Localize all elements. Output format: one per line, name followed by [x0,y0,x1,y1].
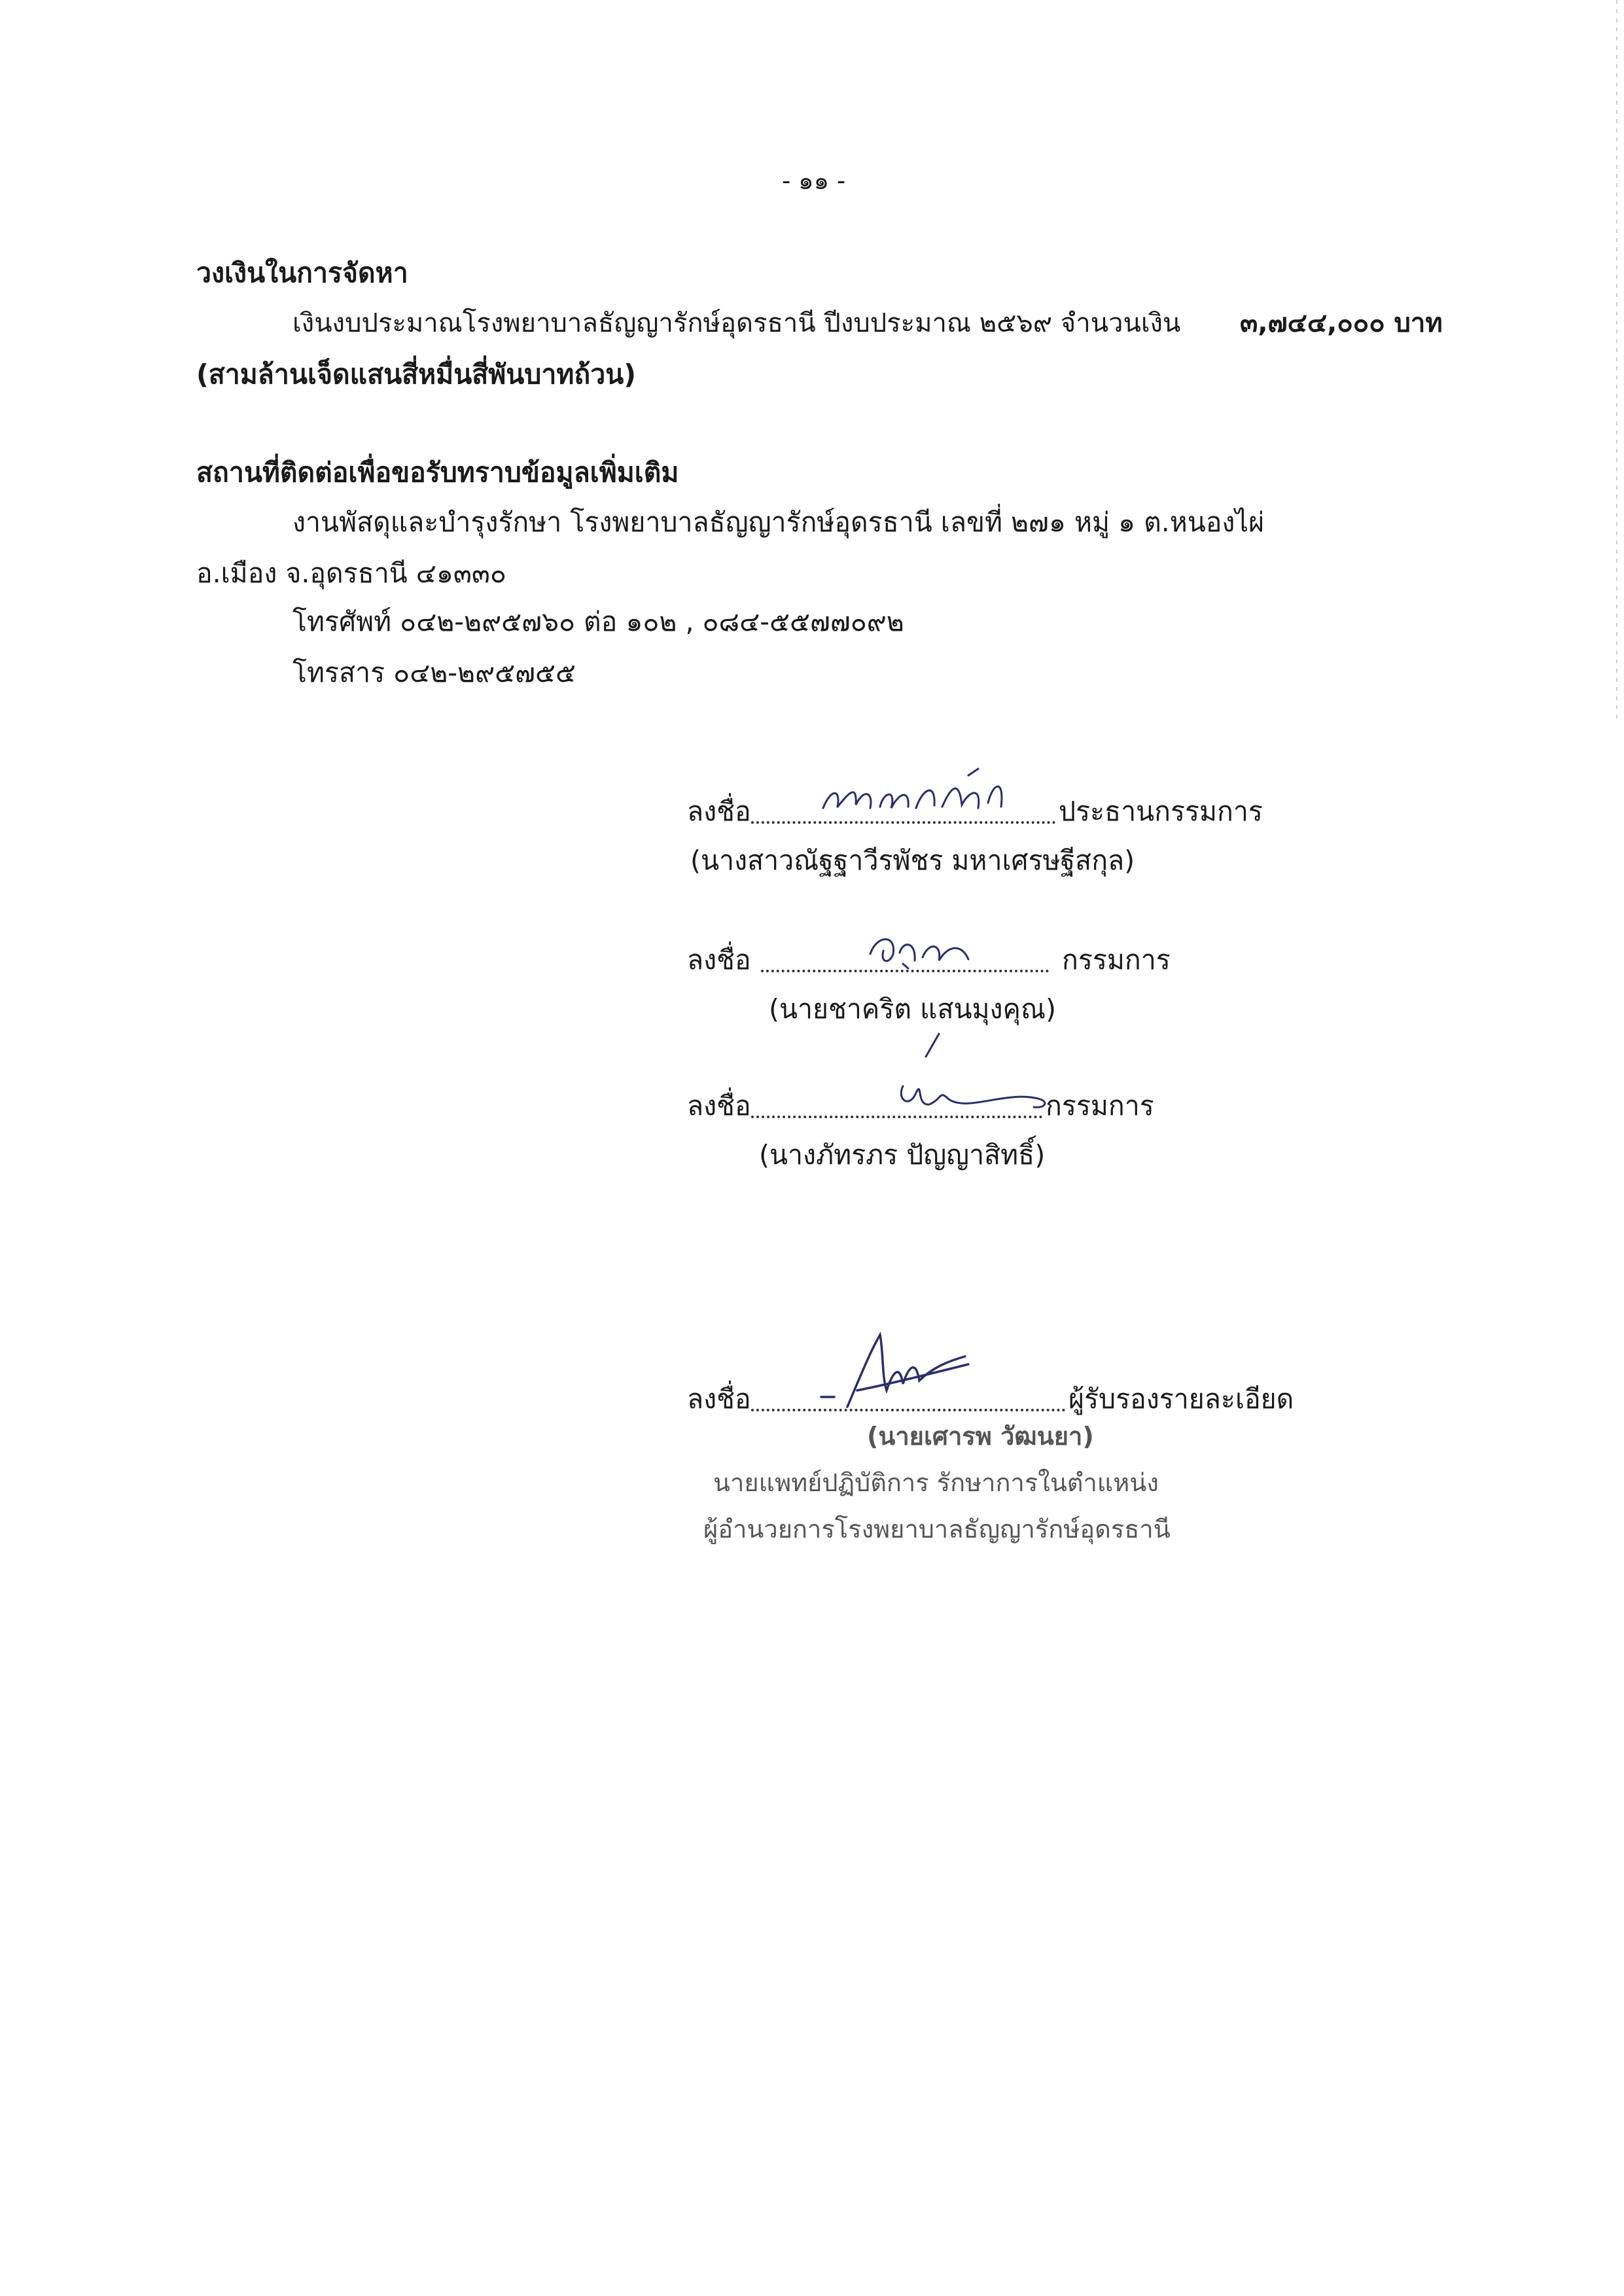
contact-fax: โทรสาร ๐๔๒-๒๙๕๗๕๕ [292,657,576,688]
sign-label: ลงชื่อ [687,796,751,827]
budget-line-1: เงินงบประมาณโรงพยาบาลธัญญารักษ์อุดรธานี ปีงบประมาณ ๒๕๖๙ จำนวนเงิน [292,308,1181,338]
page-number: - ๑๑ - [782,167,846,195]
handwritten-signature-chair [818,762,1027,824]
handwritten-signature-member-2 [877,1027,1060,1119]
role-member-1: กรรมการ [1062,944,1171,976]
scan-margin-mark [1616,0,1617,720]
contact-phone: โทรศัพท์ ๐๔๒-๒๙๕๗๖๐ ต่อ ๑๐๒ , ๐๘๔-๕๕๗๗๐๙๒ [292,606,904,637]
contact-address-line-1: งานพัสดุและบำรุงรักษา โรงพยาบาลธัญญารักษ์อุดรธานี เลขที่ ๒๗๑ หมู่ ๑ ต.หนองไผ่ [292,506,1265,538]
approver-title-line-1: นายแพทย์ปฏิบัติการ รักษาการในตำแหน่ง [713,1468,1159,1497]
approver-title-line-2: ผู้อำนวยการโรงพยาบาลธัญญารักษ์อุดรธานี [703,1515,1171,1544]
name-approver: (นายเศารพ วัฒนยา) [867,1422,1094,1451]
name-member-1: (นายชาคริต แสนมุงคุณ) [769,993,1057,1025]
handwritten-signature-approver [818,1325,981,1413]
contact-address-line-2: อ.เมือง จ.อุดรธานี ๔๑๓๓๐ [196,557,506,589]
budget-amount-text: (สามล้านเจ็ดแสนสี่หมื่นสี่พันบาทถ้วน) [196,359,636,390]
role-member-2: กรรมการ [1046,1090,1154,1122]
role-approver: ผู้รับรองรายละเอียด [1068,1383,1294,1415]
contact-heading: สถานที่ติดต่อเพื่อขอรับทราบข้อมูลเพิ่มเติม [196,457,679,488]
sign-label: ลงชื่อ [687,1090,751,1122]
sign-label: ลงชื่อ [687,944,751,976]
budget-amount: ๓,๗๔๔,๐๐๐ บาท [1240,308,1443,338]
role-chair: ประธานกรรมการ [1059,796,1263,827]
budget-heading: วงเงินในการจัดหา [196,257,408,289]
handwritten-signature-member-1 [864,928,988,974]
name-chair: (นางสาวณัฐฐาวีรพัชร มหาเศรษฐีสกุล) [690,845,1135,876]
name-member-2: (นางภัทรภร ปัญญาสิทธิ์) [759,1139,1046,1171]
sign-label: ลงชื่อ [687,1383,751,1415]
